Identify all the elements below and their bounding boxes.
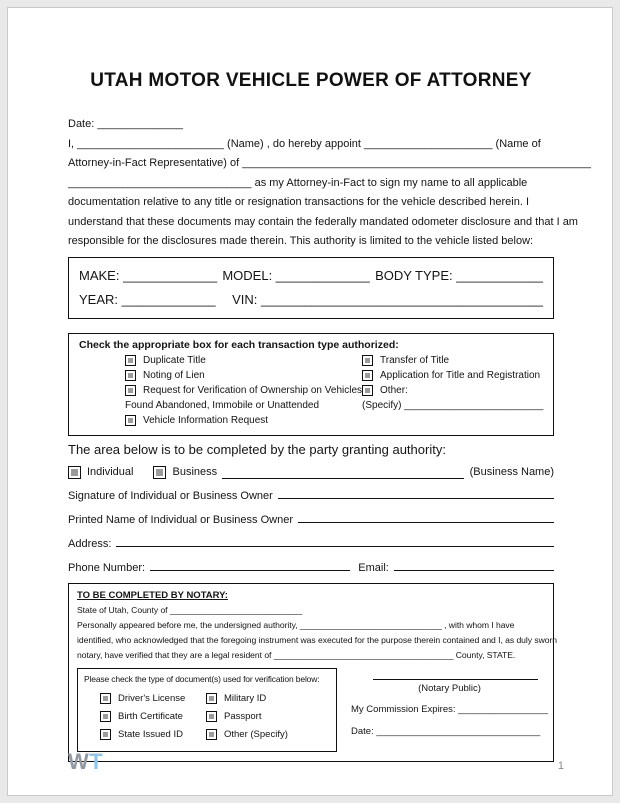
transaction-column-right — [362, 353, 543, 428]
signature-line — [278, 486, 554, 499]
checkbox-item — [125, 413, 362, 428]
checkbox-label: Request for Verification of Ownership on Vehicles — [143, 384, 363, 396]
notary-bottom-row — [77, 668, 548, 752]
business-name-caption: (Business Name) — [469, 466, 554, 478]
checkbox[interactable] — [125, 355, 136, 366]
checkbox-item — [125, 368, 362, 383]
checkbox-label: Application for Title and Registration — [380, 369, 541, 381]
model-field: MODEL: _____________ — [222, 267, 370, 283]
checkbox[interactable] — [362, 355, 373, 366]
verification-columns — [84, 690, 330, 744]
checkbox-item — [206, 726, 330, 744]
printed-name-line — [298, 510, 554, 523]
checkbox[interactable] — [362, 370, 373, 381]
signature-line-row — [68, 486, 554, 503]
checkbox-label: Noting of Lien — [143, 369, 205, 381]
checkbox[interactable] — [100, 711, 111, 722]
business-name-line — [222, 466, 464, 479]
verification-column-1 — [84, 690, 206, 744]
checkbox[interactable] — [100, 693, 111, 704]
notary-public-caption: (Notary Public) — [418, 682, 481, 694]
transaction-box-header: Check the appropriate box for each transaction type authorized: — [79, 338, 399, 351]
year-field: YEAR: _____________ — [79, 291, 216, 307]
checkbox-item — [100, 708, 206, 726]
address-line — [116, 534, 554, 547]
form-text-line: documentation relative to any title or resignation transactions for the vehicle described herein. I — [68, 196, 530, 208]
individual-checkbox[interactable] — [68, 466, 81, 479]
form-text-line: understand that these documents may contain the federally mandated odometer disclosure and that I am — [68, 215, 578, 228]
signature-label: Signature of Individual or Business Owner — [68, 489, 273, 502]
checkbox-label: Driver's License — [118, 693, 186, 704]
transaction-type-box — [68, 333, 554, 436]
body-type-field: BODY TYPE: ____________ — [375, 267, 543, 283]
wt-logo-w: W — [68, 749, 90, 774]
verification-header: Please check the type of document(s) used for verification below: — [84, 673, 320, 684]
form-text-line: Personally appeared before me, the undersigned authority, ______________________________ , with whom I have — [77, 619, 515, 630]
form-text-line: Date: ______________ — [68, 118, 183, 130]
phone-label: Phone Number: — [68, 561, 146, 574]
checkbox[interactable] — [362, 385, 373, 396]
checkbox[interactable] — [206, 711, 217, 722]
form-text-line: I, ________________________ (Name) , do hereby appoint _____________________ (Name of — [68, 137, 541, 150]
vin-field: VIN: _______________________________________ — [232, 291, 543, 307]
make-field: MAKE: _____________ — [79, 267, 218, 283]
transaction-column-left — [79, 353, 362, 428]
form-text-line: Attorney-in-Fact Representative) of _________________________________________________________ — [68, 157, 591, 169]
checkbox[interactable] — [206, 693, 217, 704]
vehicle-row-1 — [79, 266, 543, 286]
checkbox-item — [206, 690, 330, 708]
checkbox-item — [362, 353, 543, 368]
email-line — [394, 558, 554, 571]
printed-name-row — [68, 510, 554, 527]
phone-line — [150, 558, 350, 571]
checkbox-item-continuation — [362, 398, 543, 413]
checkbox-label: Duplicate Title — [143, 354, 206, 366]
wt-logo — [68, 751, 103, 773]
checkbox-label: (Specify) _________________________ — [362, 399, 544, 411]
checkbox-item-continuation — [125, 398, 362, 413]
checkbox-item — [100, 690, 206, 708]
document-title: UTAH MOTOR VEHICLE POWER OF ATTORNEY — [90, 70, 532, 91]
granting-section-heading: The area below is to be completed by the party granting authority: — [68, 441, 446, 457]
verification-column-2 — [206, 690, 330, 744]
notary-signature-area — [337, 668, 548, 752]
checkbox-item — [362, 368, 543, 383]
checkbox[interactable] — [206, 729, 217, 740]
business-checkbox[interactable] — [153, 466, 166, 479]
checkbox-item — [206, 708, 330, 726]
form-text-line: ______________________________ as my Attorney-in-Fact to sign my name to all applicable — [68, 176, 528, 189]
checkbox[interactable] — [125, 370, 136, 381]
address-row — [68, 534, 554, 551]
form-text-line: identified, who acknowledged that the foregoing instrument was executed for the purpose therein contained and I, as duly sworn — [77, 634, 558, 645]
wt-logo-t: T — [89, 749, 104, 774]
page-number: 1 — [557, 760, 564, 772]
checkbox-label: Found Abandoned, Immobile or Unattended — [125, 399, 320, 411]
form-text-line: notary, have verified that they are a legal resident of ______________________________________ County, STATE. — [77, 649, 516, 660]
notary-paragraph — [77, 603, 558, 663]
document-page — [7, 7, 613, 796]
checkbox-item — [100, 726, 206, 744]
checkbox-item — [125, 353, 362, 368]
verification-documents-box — [77, 668, 337, 752]
form-text-line: responsible for the disclosures made therein. This authority is limited to the vehicle listed below: — [68, 235, 534, 247]
intro-paragraph — [68, 115, 591, 252]
page-footer — [68, 751, 564, 773]
checkbox-label: Transfer of Title — [380, 354, 450, 366]
checkbox-label: Other (Specify) — [224, 729, 288, 740]
checkbox-label: Passport — [224, 711, 262, 722]
business-label: Business — [172, 466, 218, 478]
notary-heading: TO BE COMPLETED BY NOTARY: — [77, 589, 228, 601]
email-label: Email: — [358, 561, 389, 574]
individual-label: Individual — [87, 466, 134, 478]
form-text-line: State of Utah, County of ____________________________ — [77, 604, 303, 615]
checkbox-label: Vehicle Information Request — [143, 414, 269, 426]
checkbox-label: Birth Certificate — [118, 711, 183, 722]
checkbox[interactable] — [125, 415, 136, 426]
checkbox[interactable] — [100, 729, 111, 740]
transaction-columns — [79, 353, 543, 428]
vehicle-row-2 — [79, 290, 543, 310]
checkbox-item — [362, 383, 543, 398]
individual-business-line — [68, 466, 554, 479]
checkbox[interactable] — [125, 385, 136, 396]
address-label: Address: — [68, 537, 112, 550]
checkbox-label: Other: — [380, 384, 408, 396]
commission-expires-line: My Commission Expires: _________________ — [351, 703, 548, 715]
notary-section-box — [68, 583, 558, 762]
checkbox-label: Military ID — [224, 693, 267, 704]
printed-name-label: Printed Name of Individual or Business Owner — [68, 513, 293, 526]
checkbox-item — [125, 383, 362, 398]
notary-signature-line — [373, 670, 538, 680]
vehicle-info-box — [68, 257, 554, 319]
checkbox-label: State Issued ID — [118, 729, 183, 740]
phone-email-row — [68, 558, 554, 575]
notary-date-line: Date: _______________________________ — [351, 725, 541, 737]
